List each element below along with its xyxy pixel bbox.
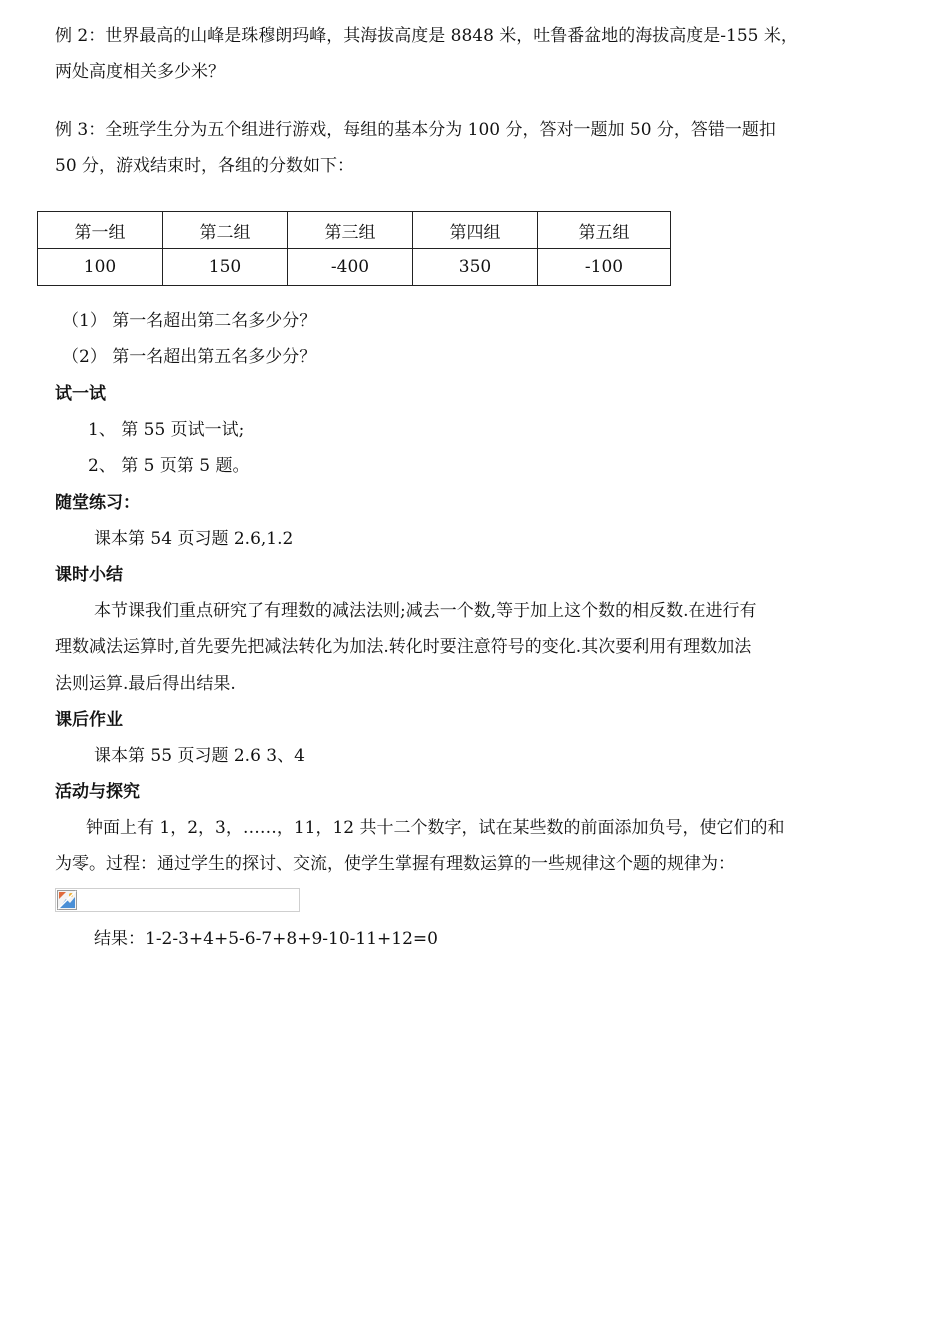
table-cell: 100 xyxy=(38,249,163,286)
homework-text: 课本第 55 页习题 2.6 3、4 xyxy=(94,746,305,766)
table-cell: 350 xyxy=(413,249,538,286)
activity-result: 结果：1-2-3+4+5-6-7+8+9-10-11+12=0 xyxy=(94,929,438,949)
example3-line1: 例 3：全班学生分为五个组进行游戏，每组的基本分为 100 分，答对一题加 50 分，答错一题扣 xyxy=(55,120,776,140)
table-header-cell: 第二组 xyxy=(163,212,288,249)
table-row xyxy=(38,249,671,286)
activity-line2: 为零。过程：通过学生的探讨、交流，使学生掌握有理数运算的一些规律这个题的规律为： xyxy=(55,854,735,874)
table-cell: -100 xyxy=(538,249,671,286)
activity-title: 活动与探究 xyxy=(55,782,140,802)
practice-title: 随堂练习： xyxy=(55,493,140,513)
activity-line1: 钟面上有 1，2，3，……，11，12 共十二个数字，试在某些数的前面添加负号，使它们的和 xyxy=(86,818,785,838)
table-header-cell: 第一组 xyxy=(38,212,163,249)
summary-title: 课时小结 xyxy=(55,565,123,585)
summary-line2: 理数减法运算时,首先要先把减法转化为加法.转化时要注意符号的变化.其次要利用有理数加法 xyxy=(55,637,752,657)
table-header-cell: 第三组 xyxy=(288,212,413,249)
table-header-cell: 第五组 xyxy=(538,212,671,249)
homework-title: 课后作业 xyxy=(55,710,123,730)
try-section-title: 试一试 xyxy=(55,384,106,404)
question-2: （2） 第一名超出第五名多少分？ xyxy=(62,347,317,367)
embedded-image-placeholder xyxy=(55,888,300,912)
summary-line3: 法则运算.最后得出结果. xyxy=(55,674,236,694)
try-item-2: 2、 第 5 页第 5 题。 xyxy=(88,456,250,476)
practice-text: 课本第 54 页习题 2.6,1.2 xyxy=(94,529,294,549)
table-cell: -400 xyxy=(288,249,413,286)
score-table xyxy=(37,211,671,286)
example3-line2: 50 分，游戏结束时，各组的分数如下： xyxy=(55,156,355,176)
question-1: （1） 第一名超出第二名多少分？ xyxy=(62,311,317,331)
example2-line1: 例 2：世界最高的山峰是珠穆朗玛峰，其海拔高度是 8848 米，吐鲁番盆地的海拔高度是-155 米， xyxy=(55,26,798,46)
try-item-1: 1、 第 55 页试一试; xyxy=(88,420,245,440)
table-header-cell: 第四组 xyxy=(413,212,538,249)
summary-line1: 本节课我们重点研究了有理数的减法法则;减去一个数,等于加上这个数的相反数.在进行有 xyxy=(94,601,757,621)
table-cell: 150 xyxy=(163,249,288,286)
broken-image-icon xyxy=(57,890,77,910)
example2-line2: 两处高度相关多少米？ xyxy=(55,62,225,82)
table-header-row xyxy=(38,212,671,249)
